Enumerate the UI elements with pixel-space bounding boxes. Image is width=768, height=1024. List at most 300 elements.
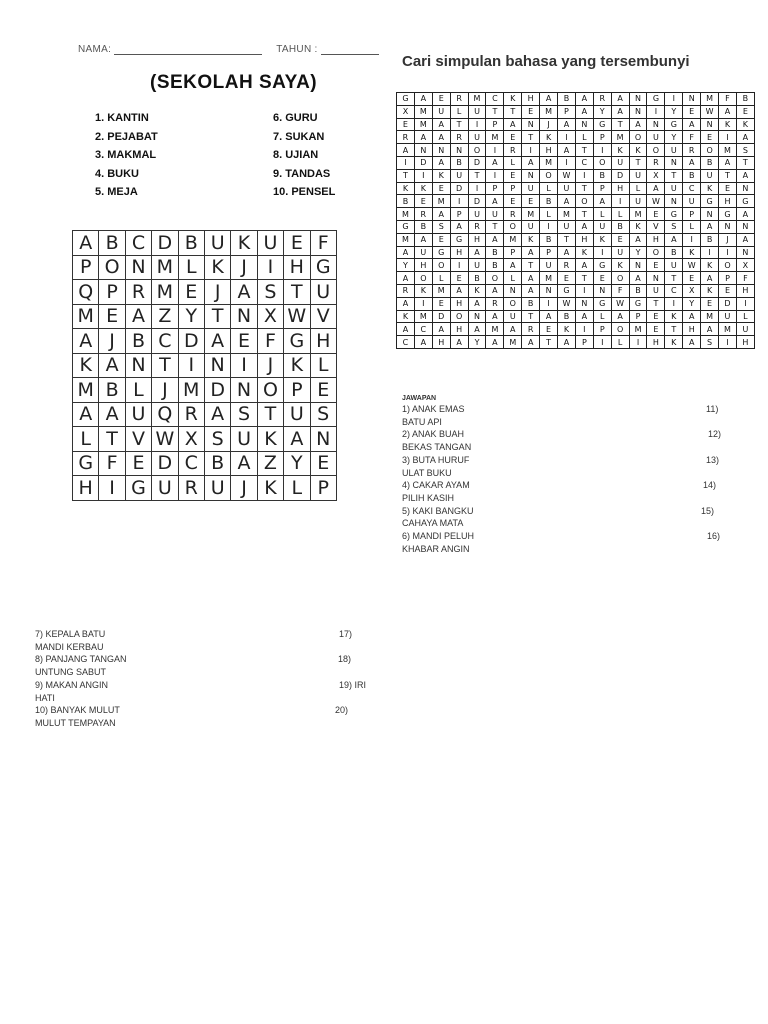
grid-row (397, 195, 755, 208)
grid-cell: A (522, 272, 540, 285)
grid-cell: A (593, 195, 611, 208)
grid-cell: P (99, 280, 125, 305)
answer-number: 20) (335, 705, 349, 716)
grid-cell: M (540, 156, 558, 169)
grid-cell: B (468, 272, 486, 285)
grid-cell: A (450, 336, 468, 349)
grid-row (397, 208, 755, 221)
grid-cell: J (99, 329, 125, 354)
grid-cell: K (522, 233, 540, 246)
grid-cell: B (99, 378, 125, 403)
grid-cell: B (593, 169, 611, 182)
grid-cell: M (504, 233, 522, 246)
grid-cell: J (540, 118, 558, 131)
grid-cell: Z (257, 451, 283, 476)
grid-cell: E (504, 195, 522, 208)
grid-cell: N (231, 304, 257, 329)
grid-cell: I (257, 255, 283, 280)
grid-cell: R (683, 144, 701, 157)
grid-cell: O (432, 259, 450, 272)
grid-cell: Y (629, 246, 647, 259)
grid-row (397, 259, 755, 272)
grid-cell: M (719, 144, 737, 157)
grid-cell: W (683, 259, 701, 272)
grid-cell: A (611, 105, 629, 118)
grid-cell: L (575, 131, 593, 144)
grid-cell: A (683, 156, 701, 169)
grid-cell: E (611, 233, 629, 246)
grid-cell: M (414, 118, 432, 131)
grid-cell: R (397, 284, 415, 297)
grid-cell: I (719, 246, 737, 259)
grid-cell: E (683, 105, 701, 118)
grid-cell: N (414, 144, 432, 157)
grid-cell: K (468, 284, 486, 297)
grid-cell: A (719, 105, 737, 118)
grid-cell: G (647, 93, 665, 106)
grid-cell: L (178, 255, 204, 280)
grid-cell: A (683, 310, 701, 323)
grid-cell: A (204, 329, 230, 354)
grid-cell: L (310, 353, 336, 378)
grid-cell: R (593, 93, 611, 106)
grid-cell: U (310, 280, 336, 305)
grid-cell: S (310, 402, 336, 427)
grid-cell: K (397, 310, 415, 323)
grid-cell: C (665, 284, 683, 297)
grid-cell: I (486, 169, 504, 182)
grid-cell: G (310, 255, 336, 280)
grid-cell: G (432, 246, 450, 259)
grid-cell: E (593, 272, 611, 285)
grid-cell: G (665, 208, 683, 221)
grid-cell: L (611, 208, 629, 221)
grid-cell: M (414, 310, 432, 323)
grid-cell: U (719, 310, 737, 323)
grid-cell: M (178, 378, 204, 403)
grid-cell: G (665, 118, 683, 131)
grid-row (73, 280, 337, 305)
grid-cell: A (486, 336, 504, 349)
grid-cell: A (486, 195, 504, 208)
grid-cell: H (450, 246, 468, 259)
grid-row (397, 323, 755, 336)
grid-cell: K (683, 246, 701, 259)
grid-cell: C (486, 93, 504, 106)
grid-cell: D (450, 182, 468, 195)
grid-cell: D (152, 231, 178, 256)
grid-cell: R (504, 144, 522, 157)
grid-cell: E (701, 297, 719, 310)
grid-cell: K (719, 118, 737, 131)
grid-cell: K (575, 246, 593, 259)
grid-cell: E (310, 378, 336, 403)
grid-cell: B (522, 297, 540, 310)
grid-cell: N (504, 284, 522, 297)
grid-cell: P (504, 182, 522, 195)
grid-cell: A (701, 323, 719, 336)
grid-cell: A (99, 353, 125, 378)
grid-cell: Y (468, 336, 486, 349)
grid-cell: A (647, 182, 665, 195)
grid-cell: U (257, 231, 283, 256)
grid-cell: O (486, 272, 504, 285)
grid-cell: T (540, 336, 558, 349)
tahun-label: TAHUN : (276, 44, 318, 55)
grid-cell: L (593, 310, 611, 323)
grid-cell: K (629, 144, 647, 157)
grid-cell: E (647, 310, 665, 323)
grid-cell: Q (152, 402, 178, 427)
grid-row (397, 93, 755, 106)
grid-cell: N (522, 169, 540, 182)
grid-cell: O (701, 144, 719, 157)
grid-cell: T (450, 118, 468, 131)
grid-cell: H (719, 195, 737, 208)
grid-cell: T (504, 105, 522, 118)
grid-cell: M (701, 93, 719, 106)
grid-cell: P (486, 182, 504, 195)
nama-label: NAMA: (78, 44, 112, 55)
grid-cell: A (629, 272, 647, 285)
grid-cell: Y (593, 105, 611, 118)
grid-cell: T (522, 131, 540, 144)
grid-cell: S (204, 427, 230, 452)
grid-cell: U (231, 427, 257, 452)
grid-row (397, 144, 755, 157)
grid-cell: O (450, 310, 468, 323)
grid-cell: T (575, 182, 593, 195)
grid-row (397, 131, 755, 144)
grid-cell: T (611, 118, 629, 131)
answer-text: PILIH KASIH (402, 492, 455, 503)
grid-cell: E (719, 284, 737, 297)
grid-cell: T (204, 304, 230, 329)
grid-cell: A (284, 427, 310, 452)
grid-cell: W (152, 427, 178, 452)
answer-text: ULAT BUKU (402, 467, 452, 478)
grid-cell: I (522, 144, 540, 157)
grid-cell: U (522, 182, 540, 195)
grid-cell: E (504, 131, 522, 144)
grid-cell: A (397, 272, 415, 285)
grid-cell: A (736, 169, 754, 182)
grid-cell: A (99, 402, 125, 427)
grid-cell: A (450, 284, 468, 297)
grid-cell: N (683, 93, 701, 106)
grid-cell: M (719, 323, 737, 336)
answer-number: 19) IRI (339, 679, 367, 690)
grid-cell: J (152, 378, 178, 403)
grid-cell: E (432, 93, 450, 106)
grid-row (73, 329, 337, 354)
grid-cell: K (701, 284, 719, 297)
grid-cell: Y (665, 131, 683, 144)
grid-cell: E (701, 131, 719, 144)
grid-cell: S (665, 220, 683, 233)
grid-cell: A (540, 310, 558, 323)
grid-cell: P (683, 208, 701, 221)
grid-cell: U (504, 310, 522, 323)
grid-cell: E (647, 323, 665, 336)
grid-cell: P (593, 323, 611, 336)
grid-cell: T (647, 297, 665, 310)
grid-cell: F (719, 93, 737, 106)
grid-cell: G (73, 451, 99, 476)
grid-cell: E (736, 105, 754, 118)
grid-cell: T (665, 272, 683, 285)
grid-cell: A (575, 105, 593, 118)
grid-cell: W (558, 297, 576, 310)
grid-cell: E (284, 231, 310, 256)
grid-cell: A (522, 156, 540, 169)
word-item: 5. MEJA (95, 186, 138, 198)
grid-cell: N (647, 272, 665, 285)
grid-cell: G (558, 284, 576, 297)
grid-cell: V (310, 304, 336, 329)
grid-cell: N (647, 118, 665, 131)
grid-cell: M (540, 272, 558, 285)
grid-cell: H (310, 329, 336, 354)
grid-cell: A (432, 118, 450, 131)
answer-number: 11) (706, 404, 719, 414)
grid-cell: I (719, 131, 737, 144)
grid-cell: H (540, 144, 558, 157)
grid-cell: G (450, 233, 468, 246)
grid-cell: H (73, 476, 99, 501)
grid-cell: B (629, 284, 647, 297)
grid-cell: U (683, 195, 701, 208)
grid-cell: F (611, 284, 629, 297)
grid-cell: A (629, 118, 647, 131)
grid-row (397, 182, 755, 195)
grid-cell: K (611, 259, 629, 272)
grid-cell: B (540, 195, 558, 208)
answer-number: 16) (707, 531, 721, 541)
grid-cell: A (736, 131, 754, 144)
grid-cell: N (575, 118, 593, 131)
word-item: 4. BUKU (95, 168, 140, 180)
grid-cell: I (397, 156, 415, 169)
grid-cell: B (178, 231, 204, 256)
grid-cell: S (701, 336, 719, 349)
grid-cell: R (450, 93, 468, 106)
grid-cell: I (178, 353, 204, 378)
grid-cell: I (414, 169, 432, 182)
grid-cell: G (593, 297, 611, 310)
grid-cell: I (558, 131, 576, 144)
grid-cell: A (504, 323, 522, 336)
grid-cell: A (522, 246, 540, 259)
grid-cell: M (397, 233, 415, 246)
grid-cell: K (204, 255, 230, 280)
grid-cell: V (125, 427, 151, 452)
grid-cell: A (486, 284, 504, 297)
grid-cell: U (414, 246, 432, 259)
grid-cell: O (504, 297, 522, 310)
grid-cell: U (647, 284, 665, 297)
grid-cell: E (231, 329, 257, 354)
grid-cell: I (450, 195, 468, 208)
grid-cell: G (629, 297, 647, 310)
grid-cell: I (468, 118, 486, 131)
grid-cell: I (719, 336, 737, 349)
grid-cell: P (593, 182, 611, 195)
grid-cell: R (178, 402, 204, 427)
grid-cell: K (414, 284, 432, 297)
answer-text: MANDI KERBAU (35, 641, 104, 652)
grid-cell: O (99, 255, 125, 280)
name-year-header (78, 44, 379, 55)
grid-cell: H (736, 284, 754, 297)
grid-cell: W (701, 105, 719, 118)
grid-cell: L (504, 156, 522, 169)
grid-cell: R (450, 131, 468, 144)
grid-cell: I (414, 297, 432, 310)
grid-cell: L (611, 336, 629, 349)
grid-cell: M (540, 105, 558, 118)
grid-cell: P (284, 378, 310, 403)
grid-cell: P (719, 272, 737, 285)
grid-cell: A (575, 259, 593, 272)
grid-cell: U (204, 476, 230, 501)
grid-cell: X (683, 284, 701, 297)
grid-cell: M (397, 208, 415, 221)
grid-cell: I (468, 182, 486, 195)
grid-cell: H (450, 297, 468, 310)
grid-cell: A (414, 93, 432, 106)
grid-cell: L (432, 272, 450, 285)
grid-cell: Y (683, 297, 701, 310)
grid-cell: N (736, 182, 754, 195)
grid-cell: N (629, 93, 647, 106)
word-search-grid-simpulan (396, 92, 755, 349)
grid-cell: A (611, 93, 629, 106)
grid-cell: U (284, 402, 310, 427)
grid-cell: L (504, 272, 522, 285)
grid-cell: K (504, 93, 522, 106)
grid-cell: O (504, 220, 522, 233)
grid-cell: D (204, 378, 230, 403)
grid-cell: A (73, 329, 99, 354)
grid-cell: T (558, 233, 576, 246)
grid-cell: B (540, 233, 558, 246)
grid-cell: M (486, 323, 504, 336)
grid-cell: I (665, 93, 683, 106)
grid-cell: G (736, 195, 754, 208)
grid-cell: H (611, 182, 629, 195)
grid-cell: A (575, 220, 593, 233)
grid-cell: A (468, 297, 486, 310)
grid-cell: E (719, 182, 737, 195)
grid-cell: X (178, 427, 204, 452)
grid-cell: T (575, 208, 593, 221)
grid-cell: D (178, 329, 204, 354)
grid-cell: I (629, 336, 647, 349)
grid-cell: I (593, 144, 611, 157)
grid-cell: N (522, 118, 540, 131)
grid-cell: O (647, 144, 665, 157)
nama-blank (114, 54, 262, 55)
grid-cell: I (99, 476, 125, 501)
grid-cell: M (629, 323, 647, 336)
grid-cell: C (414, 323, 432, 336)
grid-cell: A (701, 220, 719, 233)
grid-cell: K (665, 310, 683, 323)
grid-cell: T (522, 259, 540, 272)
grid-cell: A (125, 304, 151, 329)
grid-cell: T (719, 169, 737, 182)
grid-cell: G (397, 93, 415, 106)
grid-cell: O (719, 259, 737, 272)
grid-cell: N (204, 353, 230, 378)
answer-number: 17) (339, 629, 353, 639)
grid-cell: N (310, 427, 336, 452)
grid-cell: N (736, 246, 754, 259)
grid-cell: A (486, 310, 504, 323)
grid-cell: H (736, 336, 754, 349)
grid-cell: O (647, 246, 665, 259)
grid-cell: N (665, 195, 683, 208)
grid-cell: P (593, 131, 611, 144)
grid-cell: X (397, 105, 415, 118)
grid-cell: R (397, 131, 415, 144)
grid-cell: Y (178, 304, 204, 329)
grid-cell: F (310, 231, 336, 256)
grid-row (73, 427, 337, 452)
grid-cell: N (540, 284, 558, 297)
grid-cell: B (414, 220, 432, 233)
grid-cell: A (73, 231, 99, 256)
grid-cell: B (558, 310, 576, 323)
grid-cell: L (73, 427, 99, 452)
answer-text: 4) CAKAR AYAM (402, 480, 470, 491)
grid-cell: M (701, 310, 719, 323)
grid-cell: K (432, 169, 450, 182)
grid-cell: R (125, 280, 151, 305)
grid-cell: P (575, 336, 593, 349)
grid-cell: G (284, 329, 310, 354)
grid-cell: I (647, 105, 665, 118)
answer-text: 2) ANAK BUAH (402, 429, 465, 440)
grid-cell: A (558, 144, 576, 157)
grid-cell: U (468, 131, 486, 144)
word-search-grid-sekolah (72, 230, 337, 501)
grid-cell: E (397, 118, 415, 131)
grid-cell: H (432, 336, 450, 349)
grid-cell: N (450, 144, 468, 157)
grid-cell: M (558, 208, 576, 221)
grid-cell: O (593, 156, 611, 169)
grid-cell: O (257, 378, 283, 403)
grid-cell: T (257, 402, 283, 427)
grid-cell: E (647, 259, 665, 272)
grid-cell: H (647, 233, 665, 246)
grid-cell: M (504, 336, 522, 349)
grid-cell: P (486, 118, 504, 131)
answer-number: 12) (708, 429, 722, 440)
grid-row (397, 169, 755, 182)
grid-cell: A (736, 208, 754, 221)
grid-cell: W (647, 195, 665, 208)
word-item: 8. UJIAN (273, 149, 319, 161)
grid-cell: W (611, 297, 629, 310)
grid-cell: L (284, 476, 310, 501)
grid-cell: L (450, 105, 468, 118)
grid-cell: C (152, 329, 178, 354)
grid-cell: N (701, 118, 719, 131)
word-item: 3. MAKMAL (95, 149, 157, 161)
